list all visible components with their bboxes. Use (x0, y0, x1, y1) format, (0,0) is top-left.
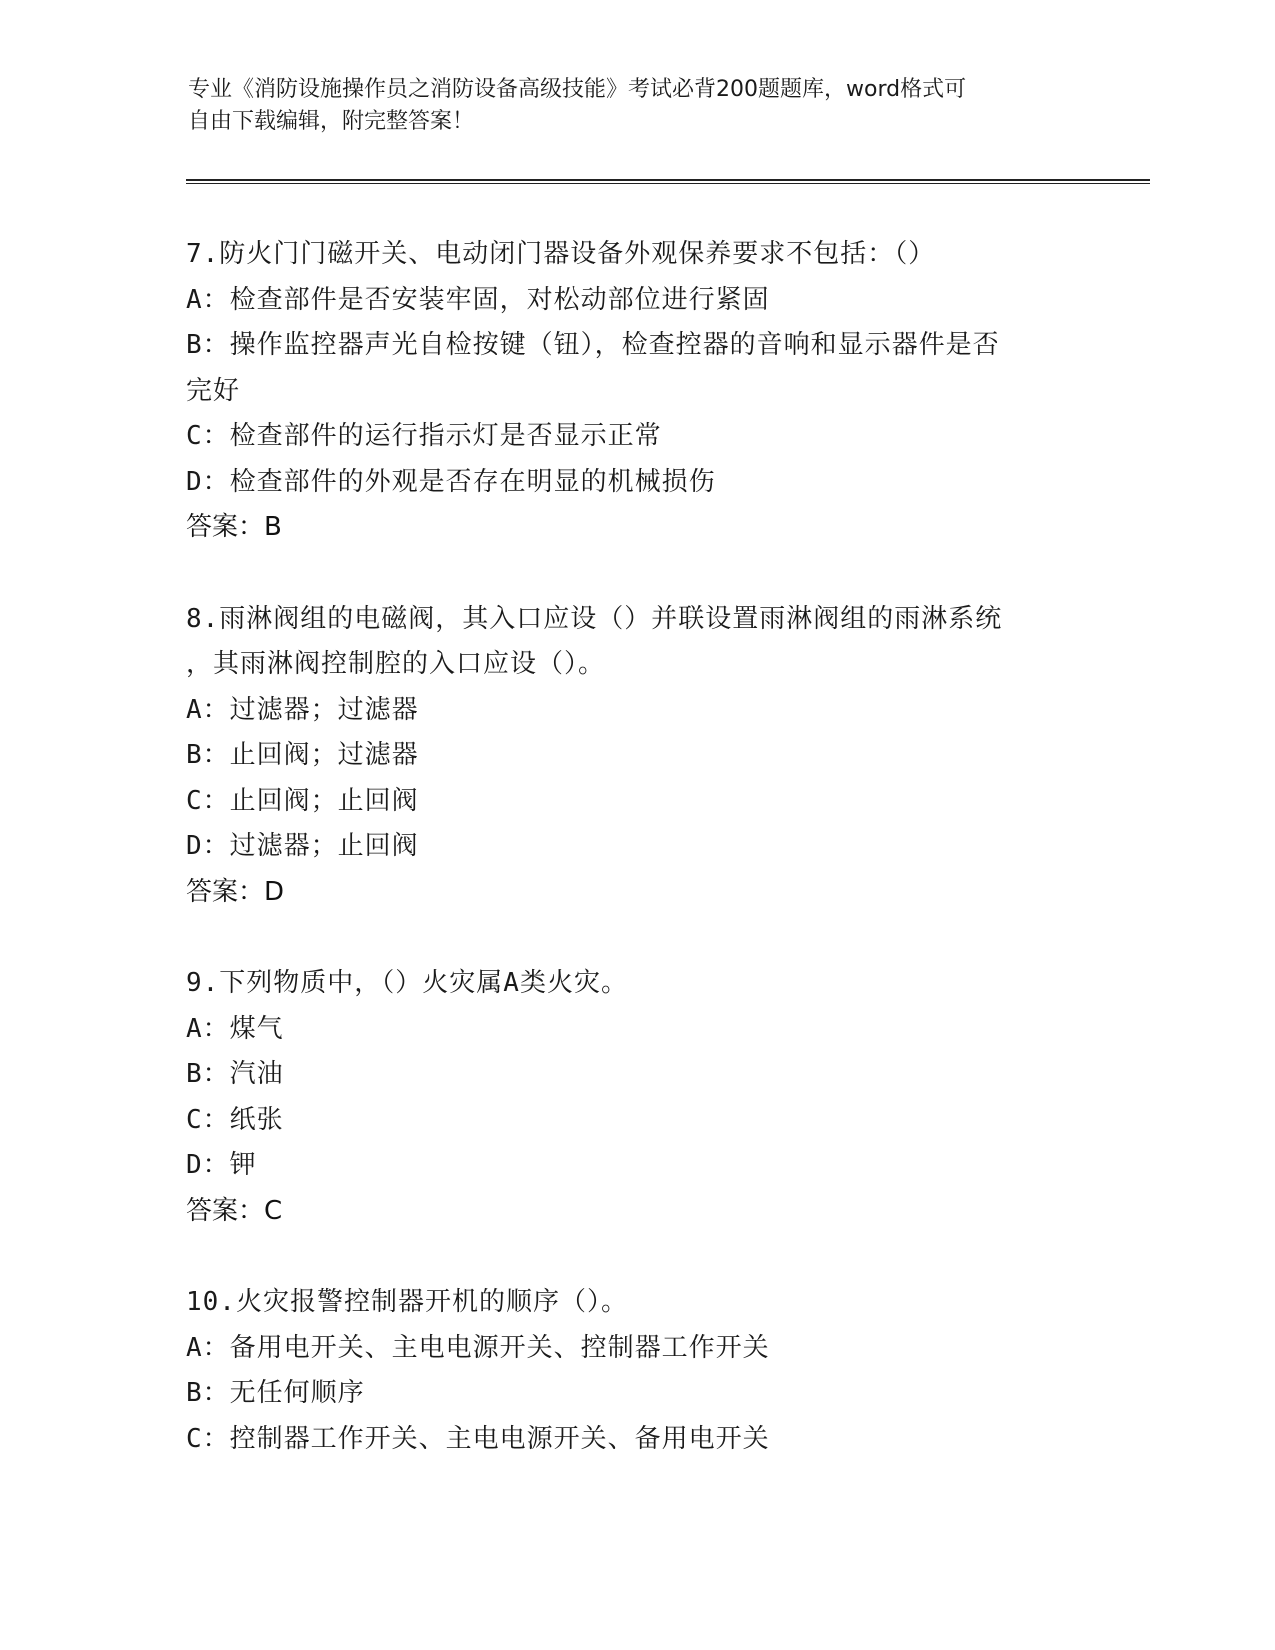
question-8-option-c: C：止回阀；止回阀 (186, 785, 419, 816)
question-9-option-c: C：纸张 (186, 1104, 284, 1135)
header-rule-top (186, 179, 1150, 181)
question-9-option-a: A：煤气 (186, 1013, 284, 1044)
header-rule-bottom (186, 183, 1150, 184)
question-9-answer: 答案：C (186, 1195, 283, 1226)
question-10 (186, 1280, 1086, 1462)
question-9 (186, 961, 1086, 1234)
question-8-option-d: D：过滤器；止回阀 (186, 831, 419, 861)
question-8 (186, 597, 1086, 916)
question-9-stem: 9.下列物质中，（）火灾属A类火灾。 (186, 968, 628, 998)
question-9-option-d: D：钾 (186, 1150, 257, 1180)
question-9-option-b: B：汽油 (186, 1059, 284, 1089)
question-7-option-b: B：操作监控器声光自检按键（钮），检查控器的音响和显示器件是否 (186, 330, 1000, 360)
question-8-stem: 8.雨淋阀组的电磁阀，其入口应设（）并联设置雨淋阀组的雨淋系统 (186, 603, 1003, 634)
question-7-option-b-cont: 完好 (186, 375, 241, 406)
question-10-option-b: B：无任何顺序 (186, 1378, 365, 1408)
question-8-stem-cont: ，其雨淋阀控制腔的入口应设（）。 (186, 649, 606, 679)
question-7-option-c: C：检查部件的运行指示灯是否显示正常 (186, 421, 662, 451)
question-7-stem: 7.防火门门磁开关、电动闭门器设备外观保养要求不包括：（） (186, 239, 936, 269)
question-10-option-a: A：备用电开关、主电电源开关、控制器工作开关 (186, 1332, 770, 1363)
header-line-1: 专业《消防设施操作员之消防设备高级技能》考试必背200题题库，word格式可 (188, 77, 967, 102)
question-7-option-d: D：检查部件的外观是否存在明显的机械损伤 (186, 466, 716, 497)
question-8-option-a: A：过滤器；过滤器 (186, 694, 419, 725)
question-list (186, 232, 1086, 1508)
header-line-2: 自由下载编辑，附完整答案！ (188, 109, 475, 134)
question-7 (186, 232, 1086, 551)
question-7-answer: 答案：B (186, 512, 282, 542)
question-10-option-c: C：控制器工作开关、主电电源开关、备用电开关 (186, 1423, 770, 1454)
question-8-answer: 答案：D (186, 876, 285, 907)
question-8-option-b: B：止回阀；过滤器 (186, 740, 419, 770)
document-header (188, 74, 1068, 138)
question-7-option-a: A：检查部件是否安装牢固，对松动部位进行紧固 (186, 284, 770, 315)
question-10-stem: 10.火灾报警控制器开机的顺序（）。 (186, 1287, 628, 1317)
